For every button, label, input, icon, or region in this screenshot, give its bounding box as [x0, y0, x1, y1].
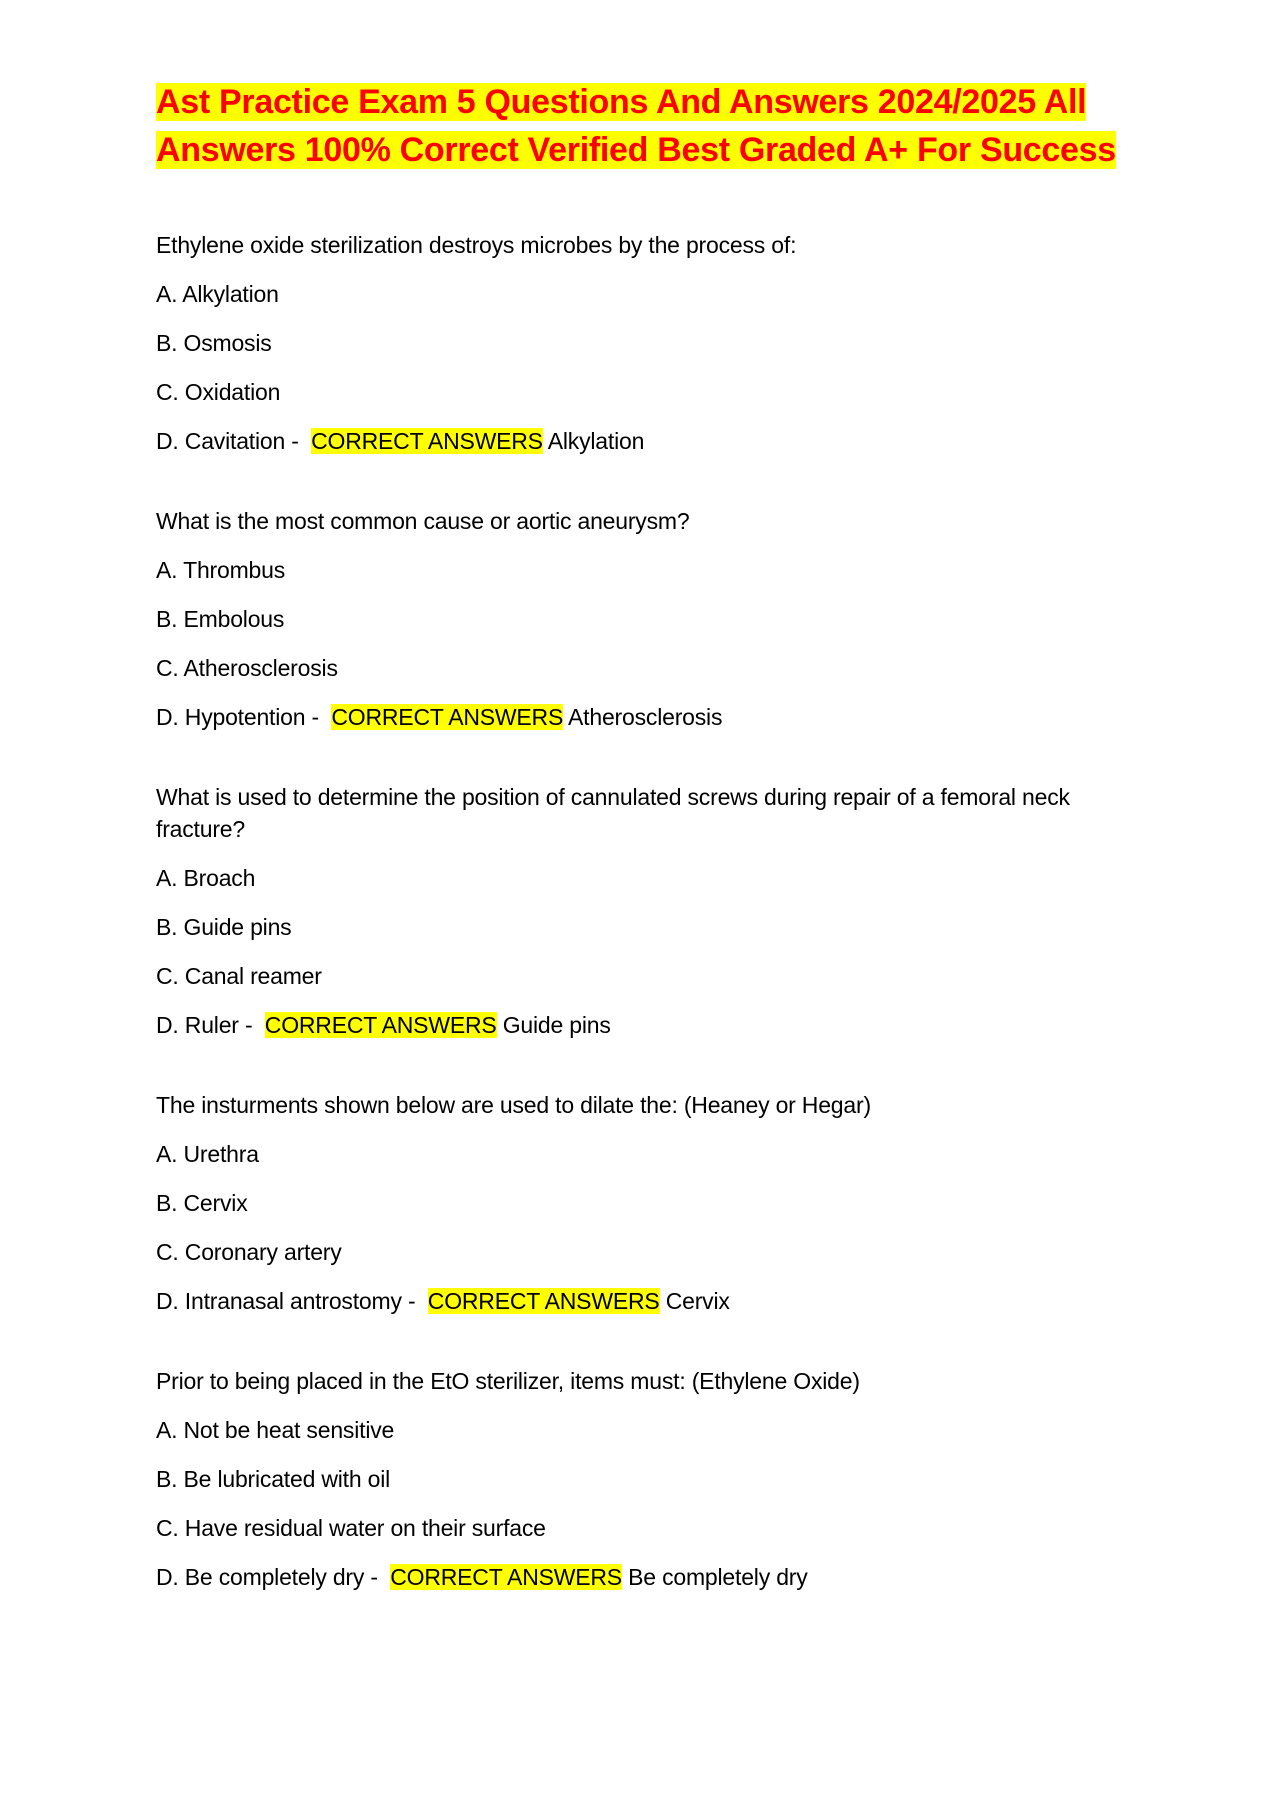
option-c: C. Atherosclerosis: [156, 655, 338, 681]
option-a: A. Thrombus: [156, 557, 286, 583]
correct-answer: Guide pins: [502, 1012, 611, 1038]
option-d-answer-row: [156, 1285, 1146, 1317]
correct-answer: Be completely dry: [628, 1564, 808, 1590]
option-d-answer-row: [156, 701, 1146, 733]
option-d: D. Cavitation -: [156, 428, 299, 454]
option-d: D. Hypotention -: [156, 704, 319, 730]
correct-answer: Cervix: [665, 1288, 730, 1314]
document-title: [156, 78, 1146, 174]
document-page: [156, 78, 1146, 1641]
option-a: A. Not be heat sensitive: [156, 1417, 395, 1443]
option-b: B. Osmosis: [156, 330, 272, 356]
option-b: B. Be lubricated with oil: [156, 1466, 391, 1492]
correct-answers-label: CORRECT ANSWERS: [331, 704, 564, 730]
question-text: What is used to determine the position of cannulated screws during repair of a femoral neck fracture?: [156, 784, 1070, 842]
correct-answer: Alkylation: [547, 428, 645, 454]
option-a: A. Alkylation: [156, 281, 279, 307]
question-block: [156, 229, 1146, 457]
correct-answers-label: CORRECT ANSWERS: [311, 428, 543, 454]
document-title-text: Ast Practice Exam 5 Questions And Answers 2024/2025 All Answers 100% Correct Verified Best Graded A+ For Success: [156, 83, 1116, 169]
option-d: D. Ruler -: [156, 1012, 253, 1038]
question-text: What is the most common cause or aortic aneurysm?: [156, 508, 690, 534]
option-a: A. Broach: [156, 865, 256, 891]
question-text: Prior to being placed in the EtO sterilizer, items must: (Ethylene Oxide): [156, 1368, 860, 1394]
question-text: Ethylene oxide sterilization destroys microbes by the process of:: [156, 232, 797, 258]
option-d-answer-row: [156, 425, 1146, 457]
option-d-answer-row: [156, 1009, 1146, 1041]
option-c: C. Oxidation: [156, 379, 281, 405]
option-c: C. Have residual water on their surface: [156, 1515, 546, 1541]
correct-answer: Atherosclerosis: [568, 704, 723, 730]
correct-answers-label: CORRECT ANSWERS: [427, 1288, 660, 1314]
option-c: C. Canal reamer: [156, 963, 322, 989]
correct-answers-label: CORRECT ANSWERS: [390, 1564, 622, 1590]
question-block: [156, 1365, 1146, 1593]
option-d: D. Intranasal antrostomy -: [156, 1288, 416, 1314]
question-text: The insturments shown below are used to dilate the: (Heaney or Hegar): [156, 1092, 871, 1118]
option-a: A. Urethra: [156, 1141, 259, 1167]
question-block: [156, 505, 1146, 733]
option-d: D. Be completely dry -: [156, 1564, 378, 1590]
question-block: [156, 781, 1146, 1041]
option-b: B. Guide pins: [156, 914, 292, 940]
option-b: B. Cervix: [156, 1190, 248, 1216]
option-b: B. Embolous: [156, 606, 285, 632]
option-d-answer-row: [156, 1561, 1146, 1593]
option-c: C. Coronary artery: [156, 1239, 342, 1265]
correct-answers-label: CORRECT ANSWERS: [264, 1012, 497, 1038]
question-block: [156, 1089, 1146, 1317]
